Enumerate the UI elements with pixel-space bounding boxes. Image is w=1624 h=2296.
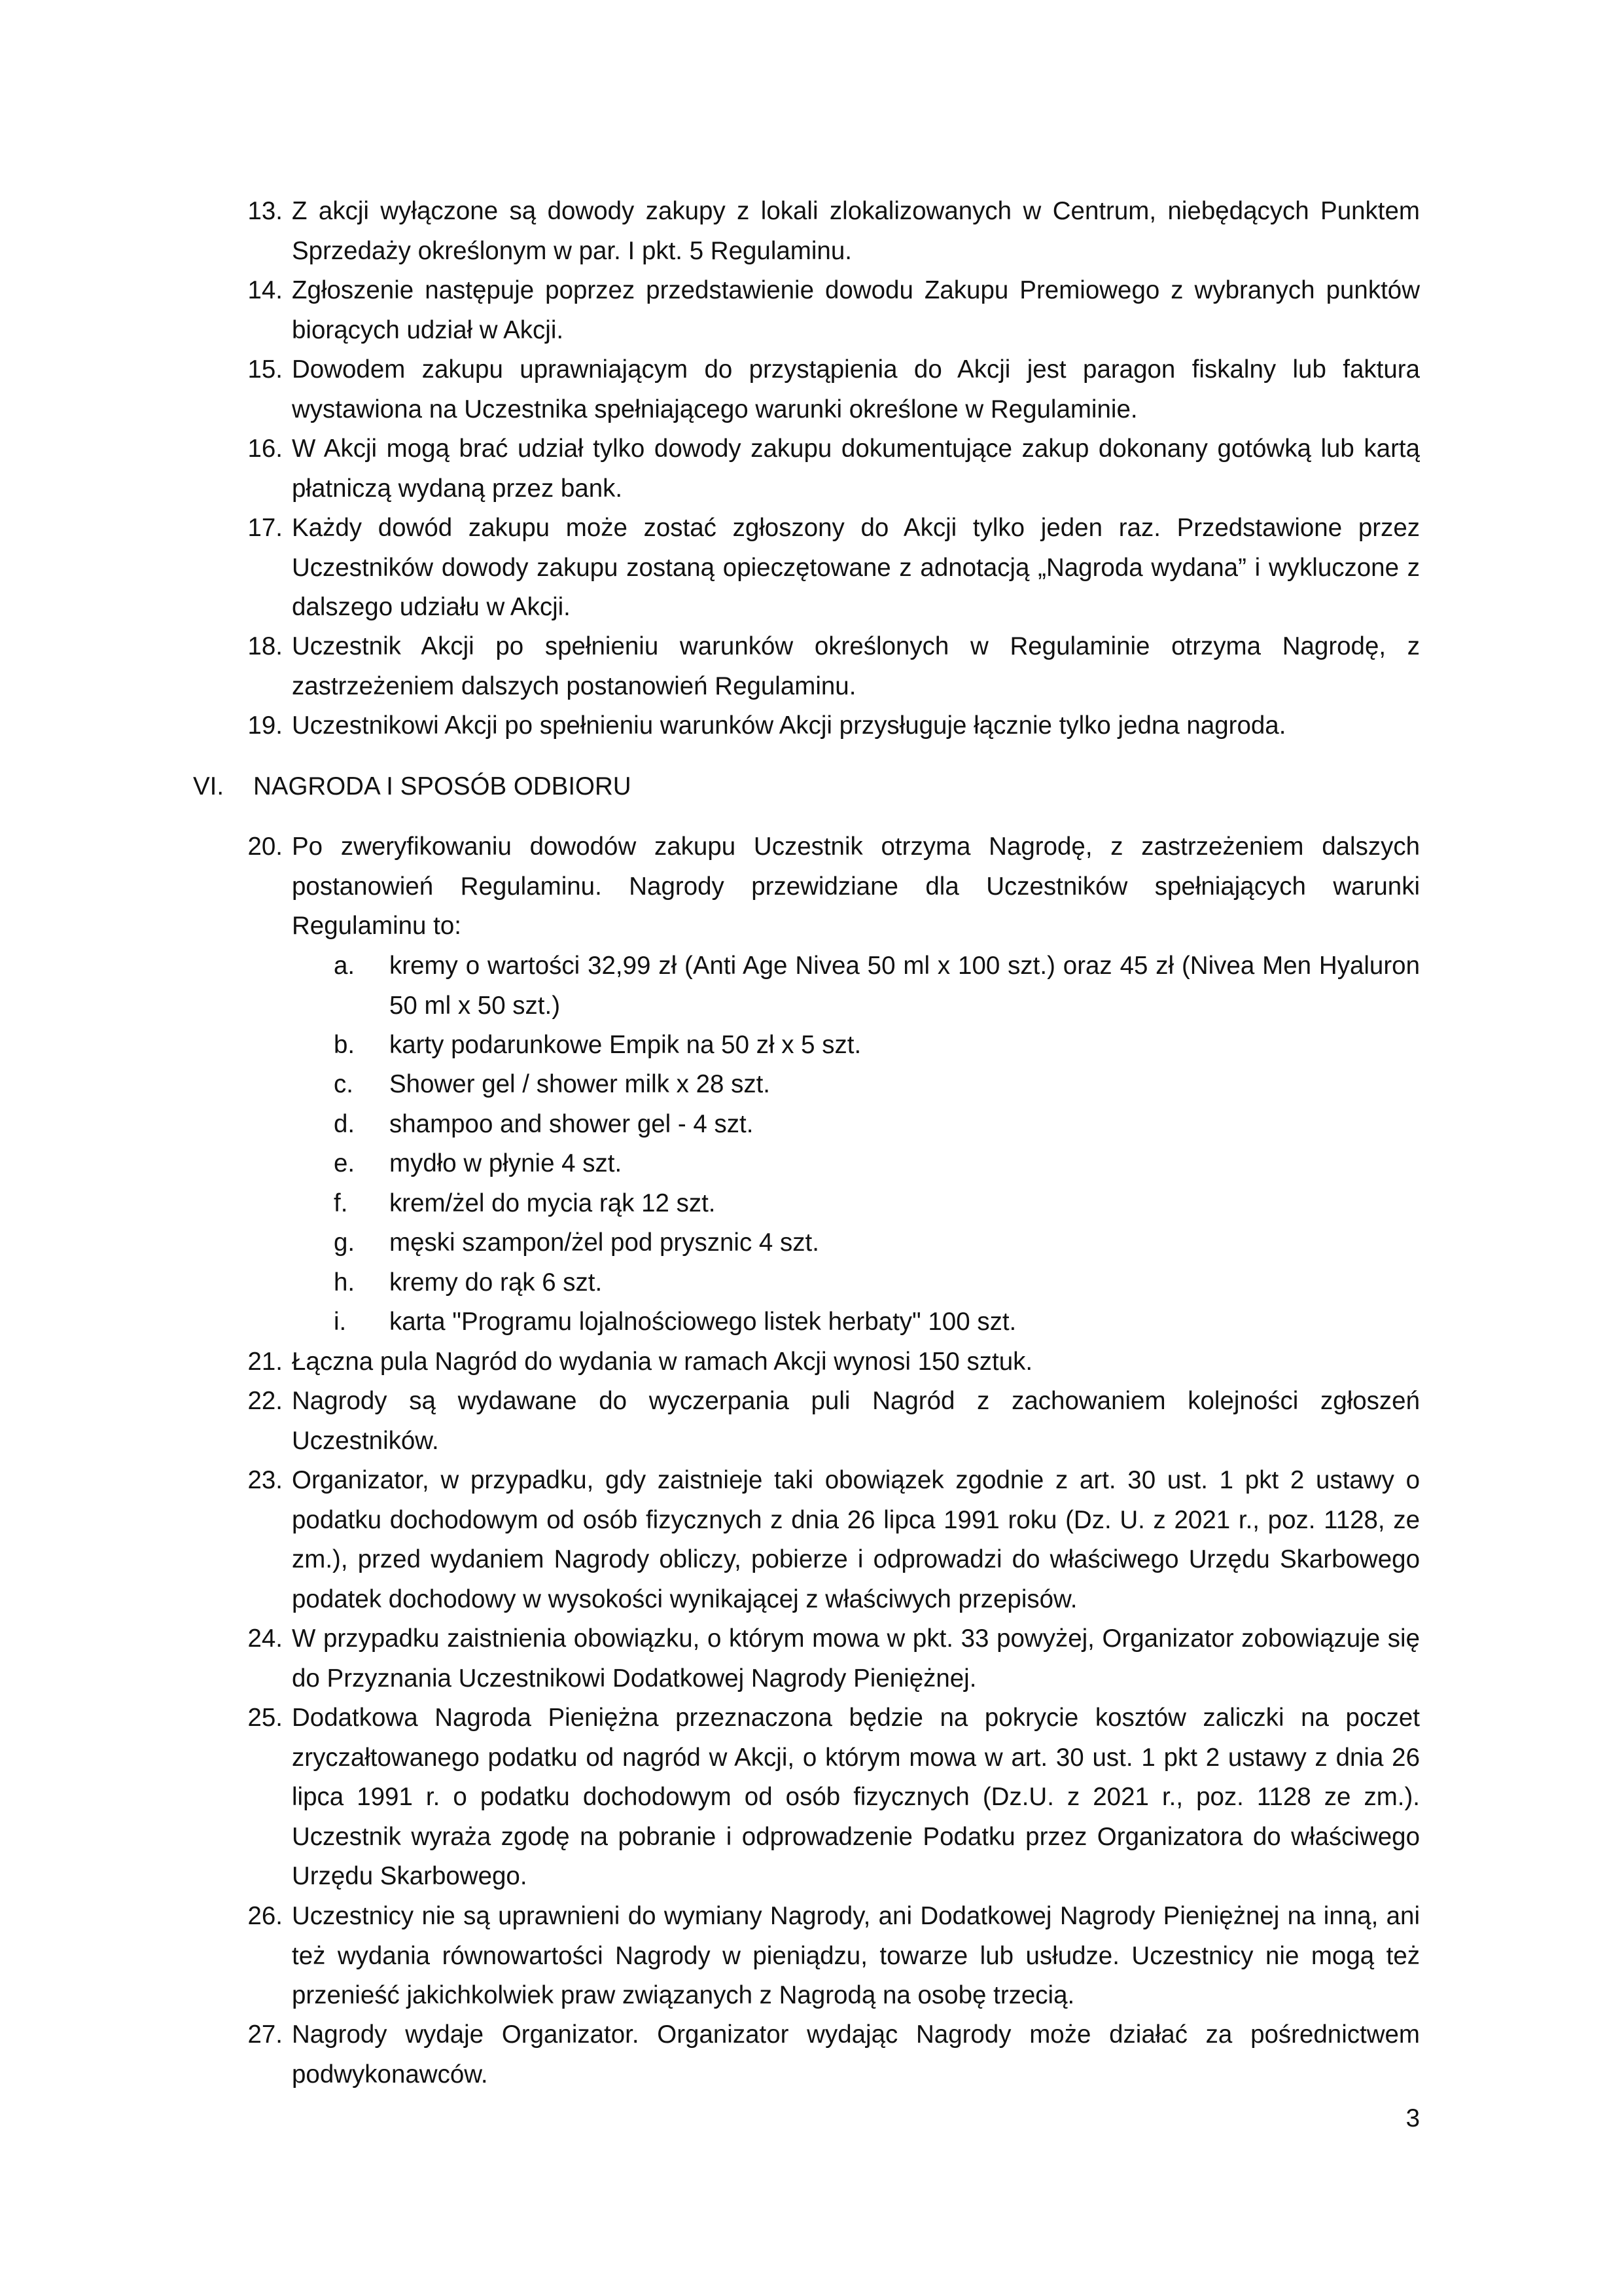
prize-letter: d. <box>334 1110 355 1138</box>
prize-letter: h. <box>334 1268 355 1297</box>
list-number: 23. <box>247 1466 283 1494</box>
list-text: W przypadku zaistnienia obowiązku, o którym mowa w pkt. 33 powyżej, Organizator zobowiązuje się do Przyznania Uczestnikowi Dodatkowej Nagrody Pieniężnej. <box>292 1624 1420 1693</box>
list-text: W Akcji mogą brać udział tylko dowody zakupu dokumentujące zakup dokonany gotówką lub kartą płatniczą wydaną przez bank. <box>292 435 1420 503</box>
prize-text: karty podarunkowe Empik na 50 zł x 5 szt. <box>389 1031 862 1059</box>
list-text: Każdy dowód zakupu może zostać zgłoszony do Akcji tylko jeden raz. Przedstawione przez Uczestników dowody zakupu zostaną opieczętowane z adnotacją „Nagroda wydana” i wykluczone z dalszego udziału w Akcji. <box>292 514 1420 621</box>
list-number: 27. <box>247 2020 283 2049</box>
prize-text: męski szampon/żel pod prysznic 4 szt. <box>389 1229 819 1257</box>
section-title: NAGRODA I SPOSÓB ODBIORU <box>253 772 631 800</box>
list-text: Uczestnicy nie są uprawnieni do wymiany Nagrody, ani Dodatkowej Nagrody Pieniężnej na inną, ani też wydania równowartości Nagrody w pieniądzu, towarze lub usłudze. Uczestnicy nie mogą też przenieść jakichkolwiek praw związanych z Nagrodą na osobę trzecią. <box>292 1902 1420 2009</box>
list-number: 26. <box>247 1902 283 1930</box>
list-number: 22. <box>247 1387 283 1415</box>
prize-text: Shower gel / shower milk x 28 szt. <box>389 1070 770 1098</box>
prize-text: shampoo and shower gel - 4 szt. <box>389 1110 754 1138</box>
list-text: Organizator, w przypadku, gdy zaistnieje taki obowiązek zgodnie z art. 30 ust. 1 pkt 2 ustawy o podatku dochodowym od osób fizycznych z dnia 26 lipca 1991 roku (Dz. U. z 2021 r., poz. 1128, ze zm.), przed wydaniem Nagrody obliczy, pobierze i odprowadzi do właściwego Urzędu Skarbowego podatek dochodowy w wysokości wynikającej z właściwych przepisów. <box>292 1466 1420 1613</box>
prize-text: kremy o wartości 32,99 zł (Anti Age Nivea 50 ml x 100 szt.) oraz 45 zł (Nivea Men Hyaluron 50 ml x 50 szt.) <box>389 952 1420 1020</box>
list-number: 17. <box>247 514 283 542</box>
list-text: Nagrody wydaje Organizator. Organizator wydając Nagrody może działać za pośrednictwem podwykonawców. <box>292 2020 1420 2089</box>
list-number: 25. <box>247 1704 283 1732</box>
list-text: Zgłoszenie następuje poprzez przedstawienie dowodu Zakupu Premiowego z wybranych punktów biorących udział w Akcji. <box>292 276 1420 344</box>
list-number: 24. <box>247 1624 283 1653</box>
prize-letter: c. <box>334 1070 353 1098</box>
prize-text: kremy do rąk 6 szt. <box>389 1268 603 1297</box>
prize-letter: e. <box>334 1149 355 1177</box>
prize-letter: i. <box>334 1308 347 1336</box>
list-text: Uczestnikowi Akcji po spełnieniu warunków Akcji przysługuje łącznie tylko jedna nagroda. <box>292 711 1286 740</box>
prize-letter: f. <box>334 1189 348 1217</box>
list-text: Po zweryfikowaniu dowodów zakupu Uczestnik otrzyma Nagrodę, z zastrzeżeniem dalszych postanowień Regulaminu. Nagrody przewidziane dla Uczestników spełniających warunki Regulaminu to: <box>292 833 1420 940</box>
list-number: 16. <box>247 435 283 463</box>
list-number: 15. <box>247 355 283 384</box>
prize-letter: b. <box>334 1031 355 1059</box>
prize-text: krem/żel do mycia rąk 12 szt. <box>389 1189 716 1217</box>
page-number: 3 <box>1405 2104 1420 2132</box>
list-text: Z akcji wyłączone są dowody zakupy z lokali zlokalizowanych w Centrum, niebędących Punktem Sprzedaży określonym w par. I pkt. 5 Regulaminu. <box>292 197 1420 265</box>
prize-text: karta "Programu lojalnościowego listek herbaty" 100 szt. <box>389 1308 1017 1336</box>
prize-letter: a. <box>334 952 355 980</box>
list-number: 18. <box>247 632 283 660</box>
prize-text: mydło w płynie 4 szt. <box>389 1149 622 1177</box>
section-roman-numeral: VI. <box>193 772 224 800</box>
list-number: 20. <box>247 833 283 861</box>
list-text: Dodatkowa Nagroda Pieniężna przeznaczona będzie na pokrycie kosztów zaliczki na poczet zryczałtowanego podatku od nagród w Akcji, o którym mowa w art. 30 ust. 1 pkt 2 ustawy z dnia 26 lipca 1991 r. o podatku dochodowym od osób fizycznych (Dz.U. z 2021 r., poz. 1128 ze zm.). Uczestnik wyraża zgodę na pobranie i odprowadzenie Podatku przez Organizatora do właściwego Urzędu Skarbowego. <box>292 1704 1420 1890</box>
list-text: Łączna pula Nagród do wydania w ramach Akcji wynosi 150 sztuk. <box>292 1348 1033 1376</box>
list-number: 19. <box>247 711 283 740</box>
list-number: 14. <box>247 276 283 304</box>
list-number: 13. <box>247 197 283 225</box>
list-number: 21. <box>247 1348 283 1376</box>
list-text: Uczestnik Akcji po spełnieniu warunków określonych w Regulaminie otrzyma Nagrodę, z zastrzeżeniem dalszych postanowień Regulaminu. <box>292 632 1420 700</box>
list-text: Dowodem zakupu uprawniającym do przystąpienia do Akcji jest paragon fiskalny lub faktura wystawiona na Uczestnika spełniającego warunki określone w Regulaminie. <box>292 355 1420 423</box>
list-text: Nagrody są wydawane do wyczerpania puli Nagród z zachowaniem kolejności zgłoszeń Uczestników. <box>292 1387 1420 1455</box>
prize-letter: g. <box>334 1229 355 1257</box>
